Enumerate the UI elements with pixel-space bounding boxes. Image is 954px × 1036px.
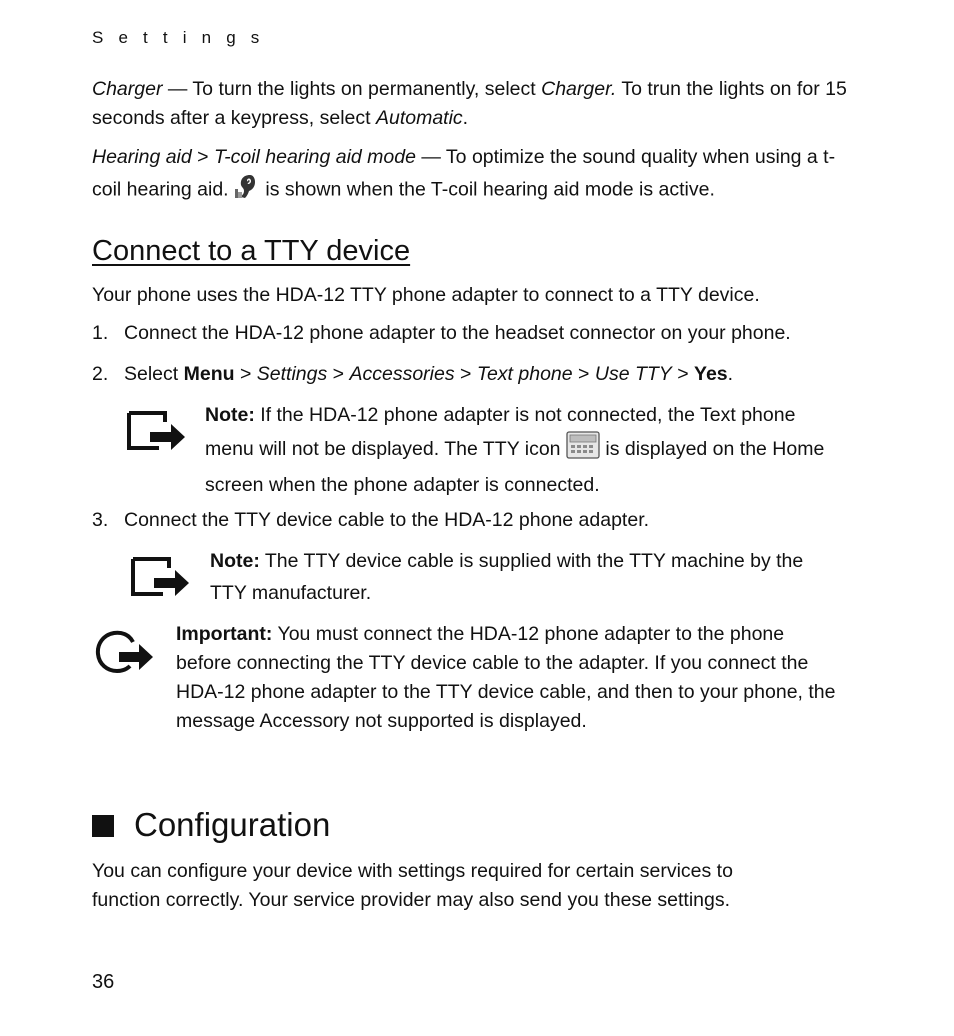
use-tty-label: Use TTY [594,363,672,385]
step-2-end: . [727,363,734,385]
step-1-number: 1. [92,322,109,344]
tty-intro: Your phone uses the HDA-12 TTY phone adapter to connect to a TTY device. [92,284,760,306]
note-1 [205,399,845,501]
yes-label: Yes [694,363,728,385]
tcoil-mode-term: T-coil hearing aid mode [213,146,416,168]
charger-paragraph [92,75,852,133]
menu-label: Menu [183,363,235,385]
tty-section-heading: Connect to a TTY device [92,235,411,267]
step-2-number: 2. [92,363,109,385]
charger-text-3: . [462,107,469,129]
accessories-label: Accessories [349,363,455,385]
step-1-text: Connect the HDA-12 phone adapter to the headset connector on your phone. [124,322,791,344]
heading-square-icon [92,815,114,837]
tty-icon [566,431,600,469]
running-head: S e t t i n g s [92,28,265,47]
automatic-option: Automatic [375,107,463,129]
hearing-aid-paragraph [92,143,842,209]
step-3-text: Connect the TTY device cable to the HDA-12 phone adapter. [124,509,650,531]
charger-text-1: — To turn the lights on permanently, select [162,78,542,100]
page-number: 36 [92,971,115,993]
note-1-text-1: If the HDA-12 phone adapter is not connected, the Text phone menu will not be displayed. The TTY icon [205,404,796,461]
text-phone-label: Text phone [476,363,573,385]
step-2-sep-5: > [671,363,695,385]
step-2-sep-4: > [572,363,595,385]
step-2-sep-3: > [454,363,477,385]
important-text: You must connect the HDA-12 phone adapter to the phone before connecting the TTY device cable to the adapter. If you connect the HDA-12 phone adapter to the TTY device cable, and then to your phone, the message Accessory not supported is displayed. [176,623,836,732]
charger-text-2: To trun the lights on for 15 seconds after a keypress, select [92,78,847,129]
step-2-select: Select [124,363,184,385]
note-icon [129,556,191,603]
note-2-text: The TTY device cable is supplied with the TTY machine by the TTY manufacturer. [210,550,804,604]
charger-term: Charger [92,78,163,100]
step-3-number: 3. [92,509,109,531]
note-1-label: Note: [205,404,255,426]
hearing-sep: > [191,146,214,168]
step-2-sep-2: > [327,363,350,385]
settings-label: Settings [256,363,328,385]
hearing-text-2: is shown when the T-coil hearing aid mode is active. [260,178,715,201]
important-icon [95,630,157,679]
note-2 [210,545,840,609]
note-2-label: Note: [210,550,260,572]
step-2-sep-1: > [234,363,257,385]
hearing-aid-term: Hearing aid [92,146,192,168]
important-note [176,620,841,736]
configuration-heading [92,806,330,844]
note-1-text-2: is displayed on the Home screen when the phone adapter is connected. [205,438,825,496]
important-label: Important: [176,623,273,645]
charger-option: Charger. [541,78,617,100]
hearing-text-1: — To optimize the sound quality when using a t-coil hearing aid. [92,146,836,201]
configuration-text: You can configure your device with settings required for certain services to function correctly. Your service provider may also send you these settings. [92,860,733,911]
note-icon [125,410,187,457]
configuration-title: Configuration [134,806,331,843]
step-2-text [124,360,854,389]
tcoil-hearing-aid-icon [234,172,260,209]
